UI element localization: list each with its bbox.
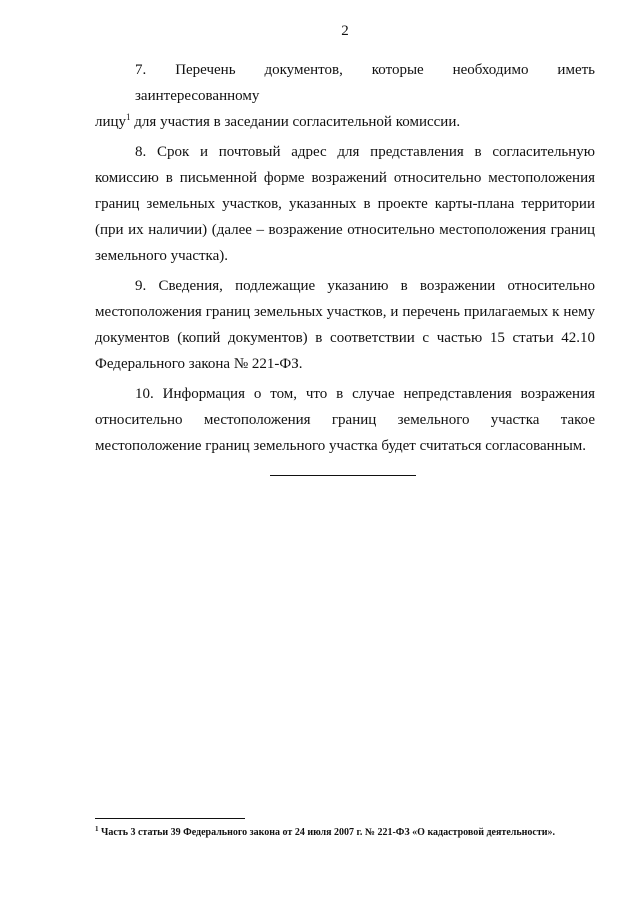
- paragraph-7-line-1: Перечень документов, которые необходимо иметь заинтересованному: [135, 62, 596, 104]
- document-body: [95, 57, 595, 463]
- paragraph-7-line-3: для участия в заседании согласительной комиссии.: [134, 114, 461, 130]
- paragraph-8-number: 8.: [135, 144, 147, 160]
- paragraph-8: [95, 139, 595, 269]
- paragraph-10-line-1: Информация о том, что в случае непредставления возражения: [162, 386, 596, 402]
- footnote-marker: 1: [95, 825, 99, 833]
- paragraph-9-line-2: местоположения границ земельных участков, и перечень прилагаемых к нему: [95, 304, 595, 320]
- paragraph-9-number: 9.: [135, 278, 147, 294]
- paragraph-8-line-3: границ земельных участков, указанных в проекте карты-плана территории: [95, 196, 595, 212]
- end-of-text-separator: [270, 475, 416, 476]
- paragraph-7-number: 7.: [135, 62, 147, 78]
- footnote-text: Часть 3 статьи 39 Федерального закона от 24 июля 2007 г. № 221-ФЗ «О кадастровой деятельности».: [101, 827, 556, 838]
- paragraph-10-number: 10.: [135, 386, 154, 402]
- footnote-reference: 1: [126, 112, 131, 122]
- paragraph-9-line-4: Федерального закона № 221-ФЗ.: [95, 356, 303, 372]
- paragraph-8-line-1: Срок и почтовый адрес для представления в согласительную: [156, 144, 595, 160]
- footnote-separator: [95, 818, 245, 819]
- paragraph-9-line-3: документов (копий документов) в соответствии с частью 15 статьи 42.10: [95, 330, 595, 346]
- page-number: 2: [341, 23, 349, 39]
- paragraph-8-line-5: земельного участка).: [95, 248, 228, 264]
- footnote: [95, 826, 575, 840]
- paragraph-8-line-2: комиссию в письменной форме возражений относительно местоположения: [95, 170, 595, 186]
- paragraph-7-line-2: лицу: [95, 114, 127, 130]
- paragraph-8-line-4: (при их наличии) (далее – возражение относительно местоположения границ: [95, 222, 595, 238]
- paragraph-10-line-3: местоположение границ земельного участка будет считаться согласованным.: [95, 438, 587, 454]
- paragraph-10: [95, 381, 595, 459]
- paragraph-7: [95, 57, 595, 135]
- paragraph-10-line-2: относительно местоположения границ земельного участка такое: [95, 412, 595, 428]
- paragraph-9-line-1: Сведения, подлежащие указанию в возражении относительно: [158, 278, 596, 294]
- paragraph-9: [95, 273, 595, 377]
